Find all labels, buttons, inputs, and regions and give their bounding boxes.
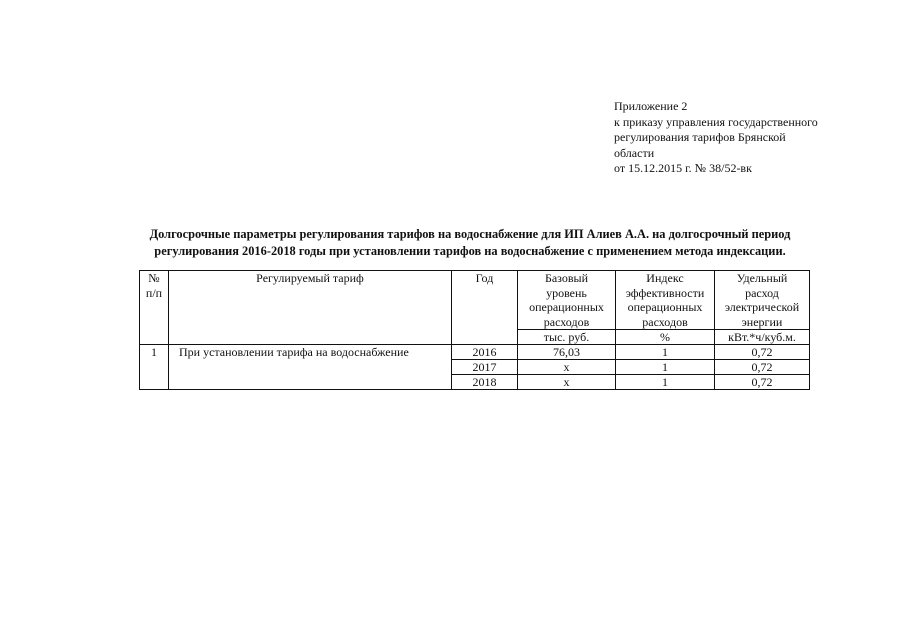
header-year: Год — [452, 271, 518, 345]
cell-energy: 0,72 — [715, 360, 810, 375]
document-title — [110, 226, 830, 259]
title-line-2: регулирования 2016-2018 годы при установлении тарифов на водоснабжение с применением метода индексации. — [154, 243, 786, 258]
cell-year: 2017 — [452, 360, 518, 375]
cell-index: 1 — [616, 375, 715, 390]
appendix-line: области — [614, 145, 655, 160]
cell-base: х — [518, 375, 616, 390]
cell-index: 1 — [616, 360, 715, 375]
header-num: № п/п — [140, 271, 169, 345]
cell-base: х — [518, 360, 616, 375]
unit-index: % — [616, 330, 715, 345]
header-tariff: Регулируемый тариф — [169, 271, 452, 345]
row-num: 1 — [140, 345, 169, 390]
tariff-parameters-table — [139, 270, 810, 390]
unit-base: тыс. руб. — [518, 330, 616, 345]
appendix-line: Приложение 2 — [614, 99, 688, 113]
header-efficiency-index: Индекс эффективности операционных расходов — [616, 271, 715, 330]
unit-energy: кВт.*ч/куб.м. — [715, 330, 810, 345]
header-energy-consumption: Удельный расход электрической энергии — [715, 271, 810, 330]
header-base-level: Базовый уровень операционных расходов — [518, 271, 616, 330]
cell-energy: 0,72 — [715, 345, 810, 360]
appendix-line: к приказу управления государственного — [614, 114, 818, 129]
table-row — [140, 345, 810, 360]
cell-year: 2016 — [452, 345, 518, 360]
cell-energy: 0,72 — [715, 375, 810, 390]
title-line-1: Долгосрочные параметры регулирования тарифов на водоснабжение для ИП Алиев А.А. на долгосрочный период — [149, 227, 791, 241]
appendix-line: регулирования тарифов Брянской — [614, 130, 786, 144]
appendix-line: от 15.12.2015 г. № 38/52-вк — [614, 161, 752, 175]
cell-base: 76,03 — [518, 345, 616, 360]
appendix-block — [614, 99, 874, 177]
cell-index: 1 — [616, 345, 715, 360]
row-tariff: При установлении тарифа на водоснабжение — [169, 345, 452, 390]
table-header-row — [140, 271, 810, 330]
cell-year: 2018 — [452, 375, 518, 390]
